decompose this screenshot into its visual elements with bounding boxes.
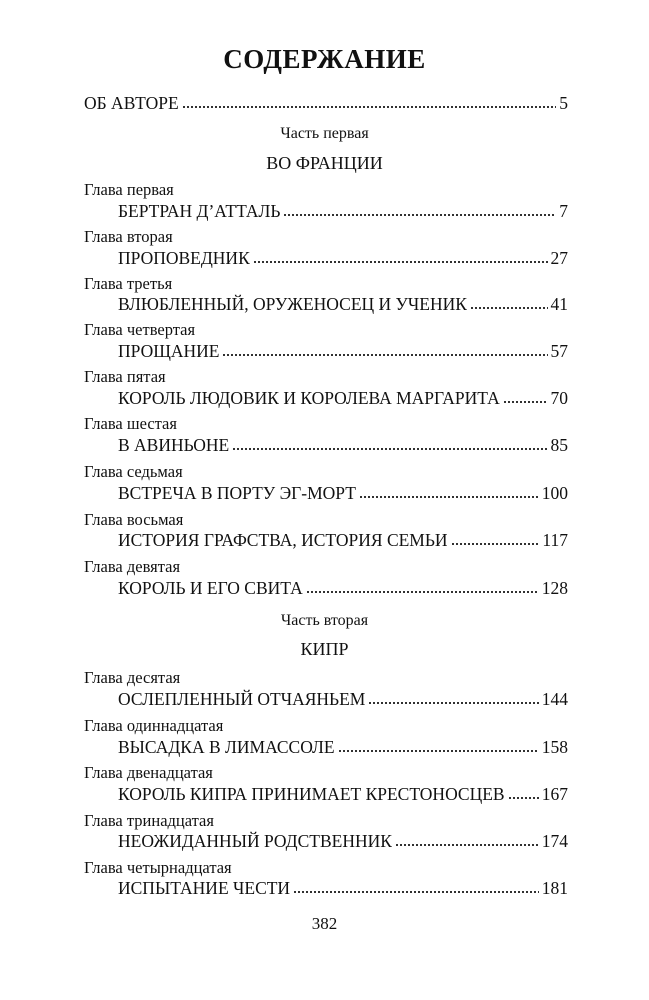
entry-page: 100 (541, 483, 568, 503)
chapter-label: Глава двенадцатая (84, 763, 213, 782)
entry-page: 174 (541, 831, 568, 851)
chapter-label: Глава четырнадцатая (84, 858, 232, 877)
dot-leader (182, 105, 557, 109)
chapter-label: Глава пятая (84, 367, 166, 386)
toc-entry (118, 293, 568, 315)
dot-leader (232, 447, 547, 451)
entry-page: 128 (541, 578, 568, 598)
chapter-label: Глава вторая (84, 227, 173, 246)
toc-entry-about (84, 92, 568, 114)
dot-leader (283, 213, 556, 217)
part-label: Часть первая (280, 125, 369, 142)
entry-page: 158 (541, 737, 568, 757)
part-title: КИПР (300, 639, 349, 659)
chapter-label: Глава шестая (84, 414, 177, 433)
entry-page: 5 (559, 93, 568, 113)
entry-title: КОРОЛЬ КИПРА ПРИНИМАЕТ КРЕСТОНОСЦЕВ (118, 784, 505, 804)
dot-leader (222, 353, 547, 357)
entry-page: 7 (559, 201, 568, 221)
toc-entry (118, 783, 568, 805)
toc-entry (118, 247, 568, 269)
entry-title: ИСПЫТАНИЕ ЧЕСТИ (118, 878, 291, 898)
toc-entry (118, 529, 568, 551)
entry-title: ВЫСАДКА В ЛИМАССОЛЕ (118, 737, 335, 757)
toc-entry (118, 434, 568, 456)
entry-title: ВСТРЕЧА В ПОРТУ ЭГ-МОРТ (118, 483, 356, 503)
chapter-label: Глава третья (84, 274, 173, 293)
toc-entry (118, 688, 568, 710)
entry-title: БЕРТРАН Д’АТТАЛЬ (118, 201, 281, 221)
chapter-label: Глава одиннадцатая (84, 716, 224, 735)
dot-leader (368, 701, 538, 705)
entry-page: 167 (541, 784, 568, 804)
chapter-label: Глава первая (84, 180, 174, 199)
dot-leader (503, 400, 548, 404)
entry-page: 27 (550, 248, 568, 268)
entry-title: КОРОЛЬ ЛЮДОВИК И КОРОЛЕВА МАРГАРИТА (118, 388, 500, 408)
toc-entry (118, 200, 568, 222)
toc-entry (118, 482, 568, 504)
page-number: 382 (311, 914, 338, 933)
chapter-label: Глава десятая (84, 668, 181, 687)
entry-title: ОСЛЕПЛЕННЫЙ ОТЧАЯНЬЕМ (118, 689, 366, 709)
entry-title: ВЛЮБЛЕННЫЙ, ОРУЖЕНОСЕЦ И УЧЕНИК (118, 294, 467, 314)
entry-page: 85 (550, 435, 568, 455)
dot-leader (338, 749, 539, 753)
dot-leader (451, 542, 540, 546)
entry-page: 117 (542, 530, 568, 550)
dot-leader (470, 306, 548, 310)
toc-entry (118, 387, 568, 409)
entry-title: КОРОЛЬ И ЕГО СВИТА (118, 578, 303, 598)
toc-entry (118, 877, 568, 899)
dot-leader (253, 260, 548, 264)
dot-leader (395, 843, 539, 847)
chapter-label: Глава восьмая (84, 510, 184, 529)
dot-leader (508, 796, 539, 800)
toc-entry (118, 577, 568, 599)
entry-title: ПРОПОВЕДНИК (118, 248, 250, 268)
toc-entry (118, 830, 568, 852)
toc-entry (118, 736, 568, 758)
entry-page: 57 (550, 341, 568, 361)
dot-leader (359, 495, 539, 499)
entry-page: 144 (541, 689, 568, 709)
entry-title: ОБ АВТОРЕ (84, 93, 179, 113)
page-title: СОДЕРЖАНИЕ (223, 44, 426, 74)
toc-entry (118, 340, 568, 362)
entry-page: 181 (541, 878, 568, 898)
entry-page: 70 (550, 388, 568, 408)
entry-title: ПРОЩАНИЕ (118, 341, 220, 361)
entry-page: 41 (550, 294, 568, 314)
entry-title: НЕОЖИДАННЫЙ РОДСТВЕННИК (118, 831, 392, 851)
dot-leader (306, 590, 539, 594)
dot-leader (293, 890, 539, 894)
part-label: Часть вторая (280, 612, 369, 629)
chapter-label: Глава четвертая (84, 320, 196, 339)
chapter-label: Глава седьмая (84, 462, 183, 481)
chapter-label: Глава девятая (84, 557, 181, 576)
entry-title: В АВИНЬОНЕ (118, 435, 230, 455)
part-title: ВО ФРАНЦИИ (266, 153, 383, 173)
entry-title: ИСТОРИЯ ГРАФСТВА, ИСТОРИЯ СЕМЬИ (118, 530, 448, 550)
chapter-label: Глава тринадцатая (84, 811, 214, 830)
